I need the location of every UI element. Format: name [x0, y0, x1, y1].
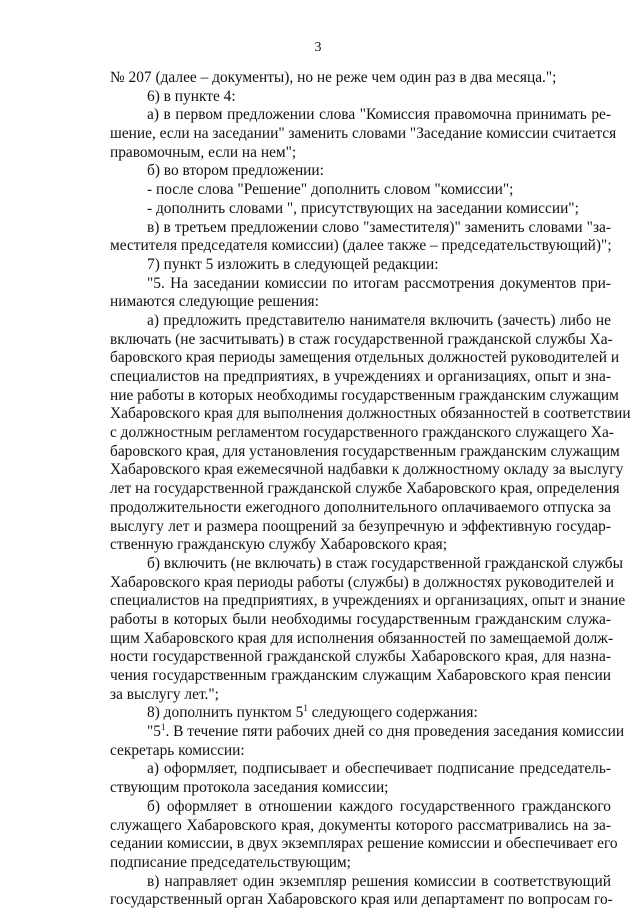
text-segment: правомочным, если на нем";: [110, 143, 297, 161]
text-line-content: [110, 891, 611, 910]
text-line-content: [147, 723, 624, 742]
text-line-content: [110, 817, 611, 836]
text-segment: а) в первом предложении слова "Комиссия правомочна принимать ре-: [147, 106, 611, 124]
text-line-content: [110, 854, 351, 873]
text-line-content: [147, 554, 623, 574]
text-segment: баровского края периоды замещения отдельных должностей руководителей и: [110, 349, 620, 367]
text-line: [0, 181, 636, 200]
text-segment: подписание председательствующим;: [110, 853, 351, 871]
text-segment: ственную гражданскую службу Хабаровского края;: [110, 536, 448, 554]
text-segment: с должностным регламентом государственного гражданского служащего Ха-: [110, 424, 614, 442]
text-line: [0, 461, 636, 480]
text-segment: б) включить (не включать) в стаж государственной гражданской службы: [147, 554, 623, 572]
text-line-content: [147, 760, 611, 779]
text-segment: ние работы в которых необходимы государственным гражданским служащим: [110, 386, 619, 404]
text-segment: местителя председателя комиссии) (далее также – председательствующий)";: [110, 237, 612, 255]
text-line: [0, 480, 636, 499]
text-segment: за выслугу лет.";: [110, 685, 219, 703]
text-line-content: [110, 835, 618, 854]
text-line: [0, 144, 636, 163]
text-line: [0, 293, 636, 312]
text-segment: лет на государственной гражданской службе Хабаровского края, определения: [110, 480, 620, 498]
text-line: [0, 873, 636, 892]
text-line: [0, 162, 636, 181]
text-line-content: [110, 499, 611, 518]
text-line-content: [110, 331, 611, 350]
text-segment: б) во втором предложении:: [147, 162, 324, 180]
text-line-content: [110, 69, 556, 88]
text-line: [0, 891, 636, 910]
text-line: [0, 817, 636, 836]
text-segment: следующего содержания:: [307, 704, 478, 722]
text-segment: 6) в пункте 4:: [147, 87, 236, 105]
text-line-content: [110, 592, 626, 611]
text-line-content: [147, 312, 611, 331]
text-segment: нимаются следующие решения:: [110, 293, 319, 311]
text-segment: - дополнить словами ", присутствующих на заседании комиссии";: [147, 199, 579, 217]
text-line-content: [110, 237, 611, 256]
text-line: [0, 798, 636, 817]
text-line: [0, 200, 636, 219]
text-segment: Хабаровского края ежемесячной надбавки к должностному окладу за выслугу: [110, 461, 624, 479]
page-number: 3: [314, 40, 322, 55]
text-line-content: [110, 686, 219, 705]
text-line: [0, 518, 636, 537]
text-line-content: [147, 798, 611, 817]
text-line: [0, 611, 636, 630]
text-line-content: [147, 873, 611, 892]
text-segment: выслугу лет и размера поощрений за безупречную и эффективную государ-: [110, 517, 611, 535]
text-line: [0, 237, 636, 256]
text-line-content: [110, 629, 614, 649]
text-segment: служащего Хабаровского края, документы которого рассматривались на за-: [110, 816, 611, 834]
text-line: [0, 368, 636, 387]
superscript: 1: [303, 703, 308, 714]
text-segment: шение, если на заседании" заменить словами "Заседание комиссии считается: [110, 125, 617, 143]
text-line: [0, 686, 636, 705]
text-segment: специалистов на предприятиях, в учреждениях и организациях, опыт и зна-: [110, 368, 611, 385]
text-segment: секретарь комиссии:: [110, 741, 245, 759]
text-line-content: [110, 536, 447, 555]
text-line-content: [147, 88, 236, 107]
text-line: [0, 574, 636, 593]
text-line: [0, 760, 636, 779]
text-segment: в) направляет один экземпляр решения комиссии в соответствующий: [147, 872, 611, 890]
text-segment: ствующим протокола заседания комиссии;: [110, 779, 389, 797]
text-line-content: [110, 480, 620, 499]
text-line: [0, 536, 636, 555]
text-segment: Хабаровского края периоды работы (службы) в должностях руководителей и: [110, 573, 615, 591]
text-segment: работы в которых были необходимы государственным гражданским служа-: [110, 610, 611, 628]
text-line: [0, 704, 636, 723]
text-line: [0, 424, 636, 443]
text-line-content: [147, 106, 611, 125]
text-line: [0, 835, 636, 854]
text-line-content: [110, 573, 615, 593]
text-line: [0, 387, 636, 406]
text-segment: включать (не засчитывать) в стаж государственной гражданской службы Ха-: [110, 330, 613, 348]
text-line: [0, 499, 636, 518]
text-line: [0, 648, 636, 667]
text-segment: специалистов на предприятиях, в учреждениях и организациях, опыт и знание: [110, 592, 626, 610]
text-line: [0, 312, 636, 331]
text-line: [0, 405, 636, 424]
text-line: [0, 275, 636, 294]
text-segment: седании комиссии, в двух экземплярах решение комиссии и обеспечивает его: [110, 835, 618, 853]
text-line-content: [110, 386, 619, 406]
text-line-content: [110, 518, 611, 537]
text-line: [0, 854, 636, 873]
text-line-content: [110, 461, 624, 480]
text-segment: 7) пункт 5 изложить в следующей редакции:: [147, 255, 439, 273]
text-line: [0, 106, 636, 125]
text-line: [0, 667, 636, 686]
text-line-content: [110, 779, 388, 798]
text-segment: щим Хабаровского края для исполнения обязанностей по замещаемой долж-: [110, 629, 614, 647]
text-line: [0, 742, 636, 761]
text-segment: № 207 (далее – документы), но не реже чем один раз в два месяца.";: [110, 69, 557, 86]
text-segment: а) оформляет, подписывает и обеспечивает подписание председатель-: [147, 760, 611, 778]
text-segment: . В течение пяти рабочих дней со дня проведения заседания комиссии: [165, 723, 625, 741]
text-line: [0, 125, 636, 144]
text-line: [0, 723, 636, 742]
text-line-content: [147, 162, 324, 181]
text-line: [0, 443, 636, 462]
text-line-content: [147, 181, 513, 200]
text-line: [0, 349, 636, 368]
text-segment: "5: [147, 723, 161, 741]
text-segment: Хабаровского края для выполнения должностных обязанностей в соответствии: [110, 405, 631, 423]
text-line: [0, 256, 636, 275]
text-line-content: [110, 144, 296, 163]
text-line-content: [110, 349, 620, 368]
text-segment: 8) дополнить пунктом 5: [147, 704, 304, 722]
text-line-content: [110, 368, 611, 387]
text-line: [0, 555, 636, 574]
text-line-content: [110, 611, 611, 630]
text-segment: б) оформляет в отношении каждого государственного гражданского: [147, 797, 611, 815]
text-line-content: [110, 442, 620, 462]
document-body: [0, 69, 636, 910]
text-line: [0, 69, 636, 88]
text-segment: государственный орган Хабаровского края или департамент по вопросам го-: [110, 891, 613, 909]
text-segment: в) в третьем предложении слово "заместителя)" заменить словами "за-: [147, 218, 611, 236]
text-line-content: [147, 256, 439, 275]
text-line-content: [110, 424, 614, 443]
superscript: 1: [160, 721, 166, 732]
text-line: [0, 630, 636, 649]
text-line-content: [110, 742, 245, 761]
text-line: [0, 88, 636, 107]
text-line-content: [110, 405, 631, 424]
text-line-content: [147, 219, 611, 238]
text-line: [0, 592, 636, 611]
text-segment: "5. На заседании комиссии по итогам рассмотрения документов при-: [147, 274, 611, 292]
text-line-content: [110, 648, 611, 667]
text-line-content: [110, 125, 617, 144]
text-segment: а) предложить представителю нанимателя включить (зачесть) либо не: [147, 311, 611, 329]
text-line-content: [110, 667, 611, 686]
text-line-content: [110, 293, 319, 312]
text-segment: продолжительности ежегодного дополнительного оплачиваемого отпуска за: [110, 498, 611, 516]
text-line: [0, 779, 636, 798]
text-segment: ности государственной гражданской службы Хабаровского края, для назна-: [110, 648, 611, 666]
text-line-content: [147, 704, 478, 723]
text-line: [0, 219, 636, 238]
text-segment: чения государственным гражданским служащим Хабаровского края пенсии: [110, 667, 611, 684]
text-line-content: [147, 200, 579, 219]
text-line: [0, 331, 636, 350]
text-segment: - после слова "Решение" дополнить словом "комиссии";: [147, 181, 514, 199]
text-line-content: [147, 275, 611, 294]
text-segment: баровского края, для установления государственным гражданским служащим: [110, 442, 620, 460]
